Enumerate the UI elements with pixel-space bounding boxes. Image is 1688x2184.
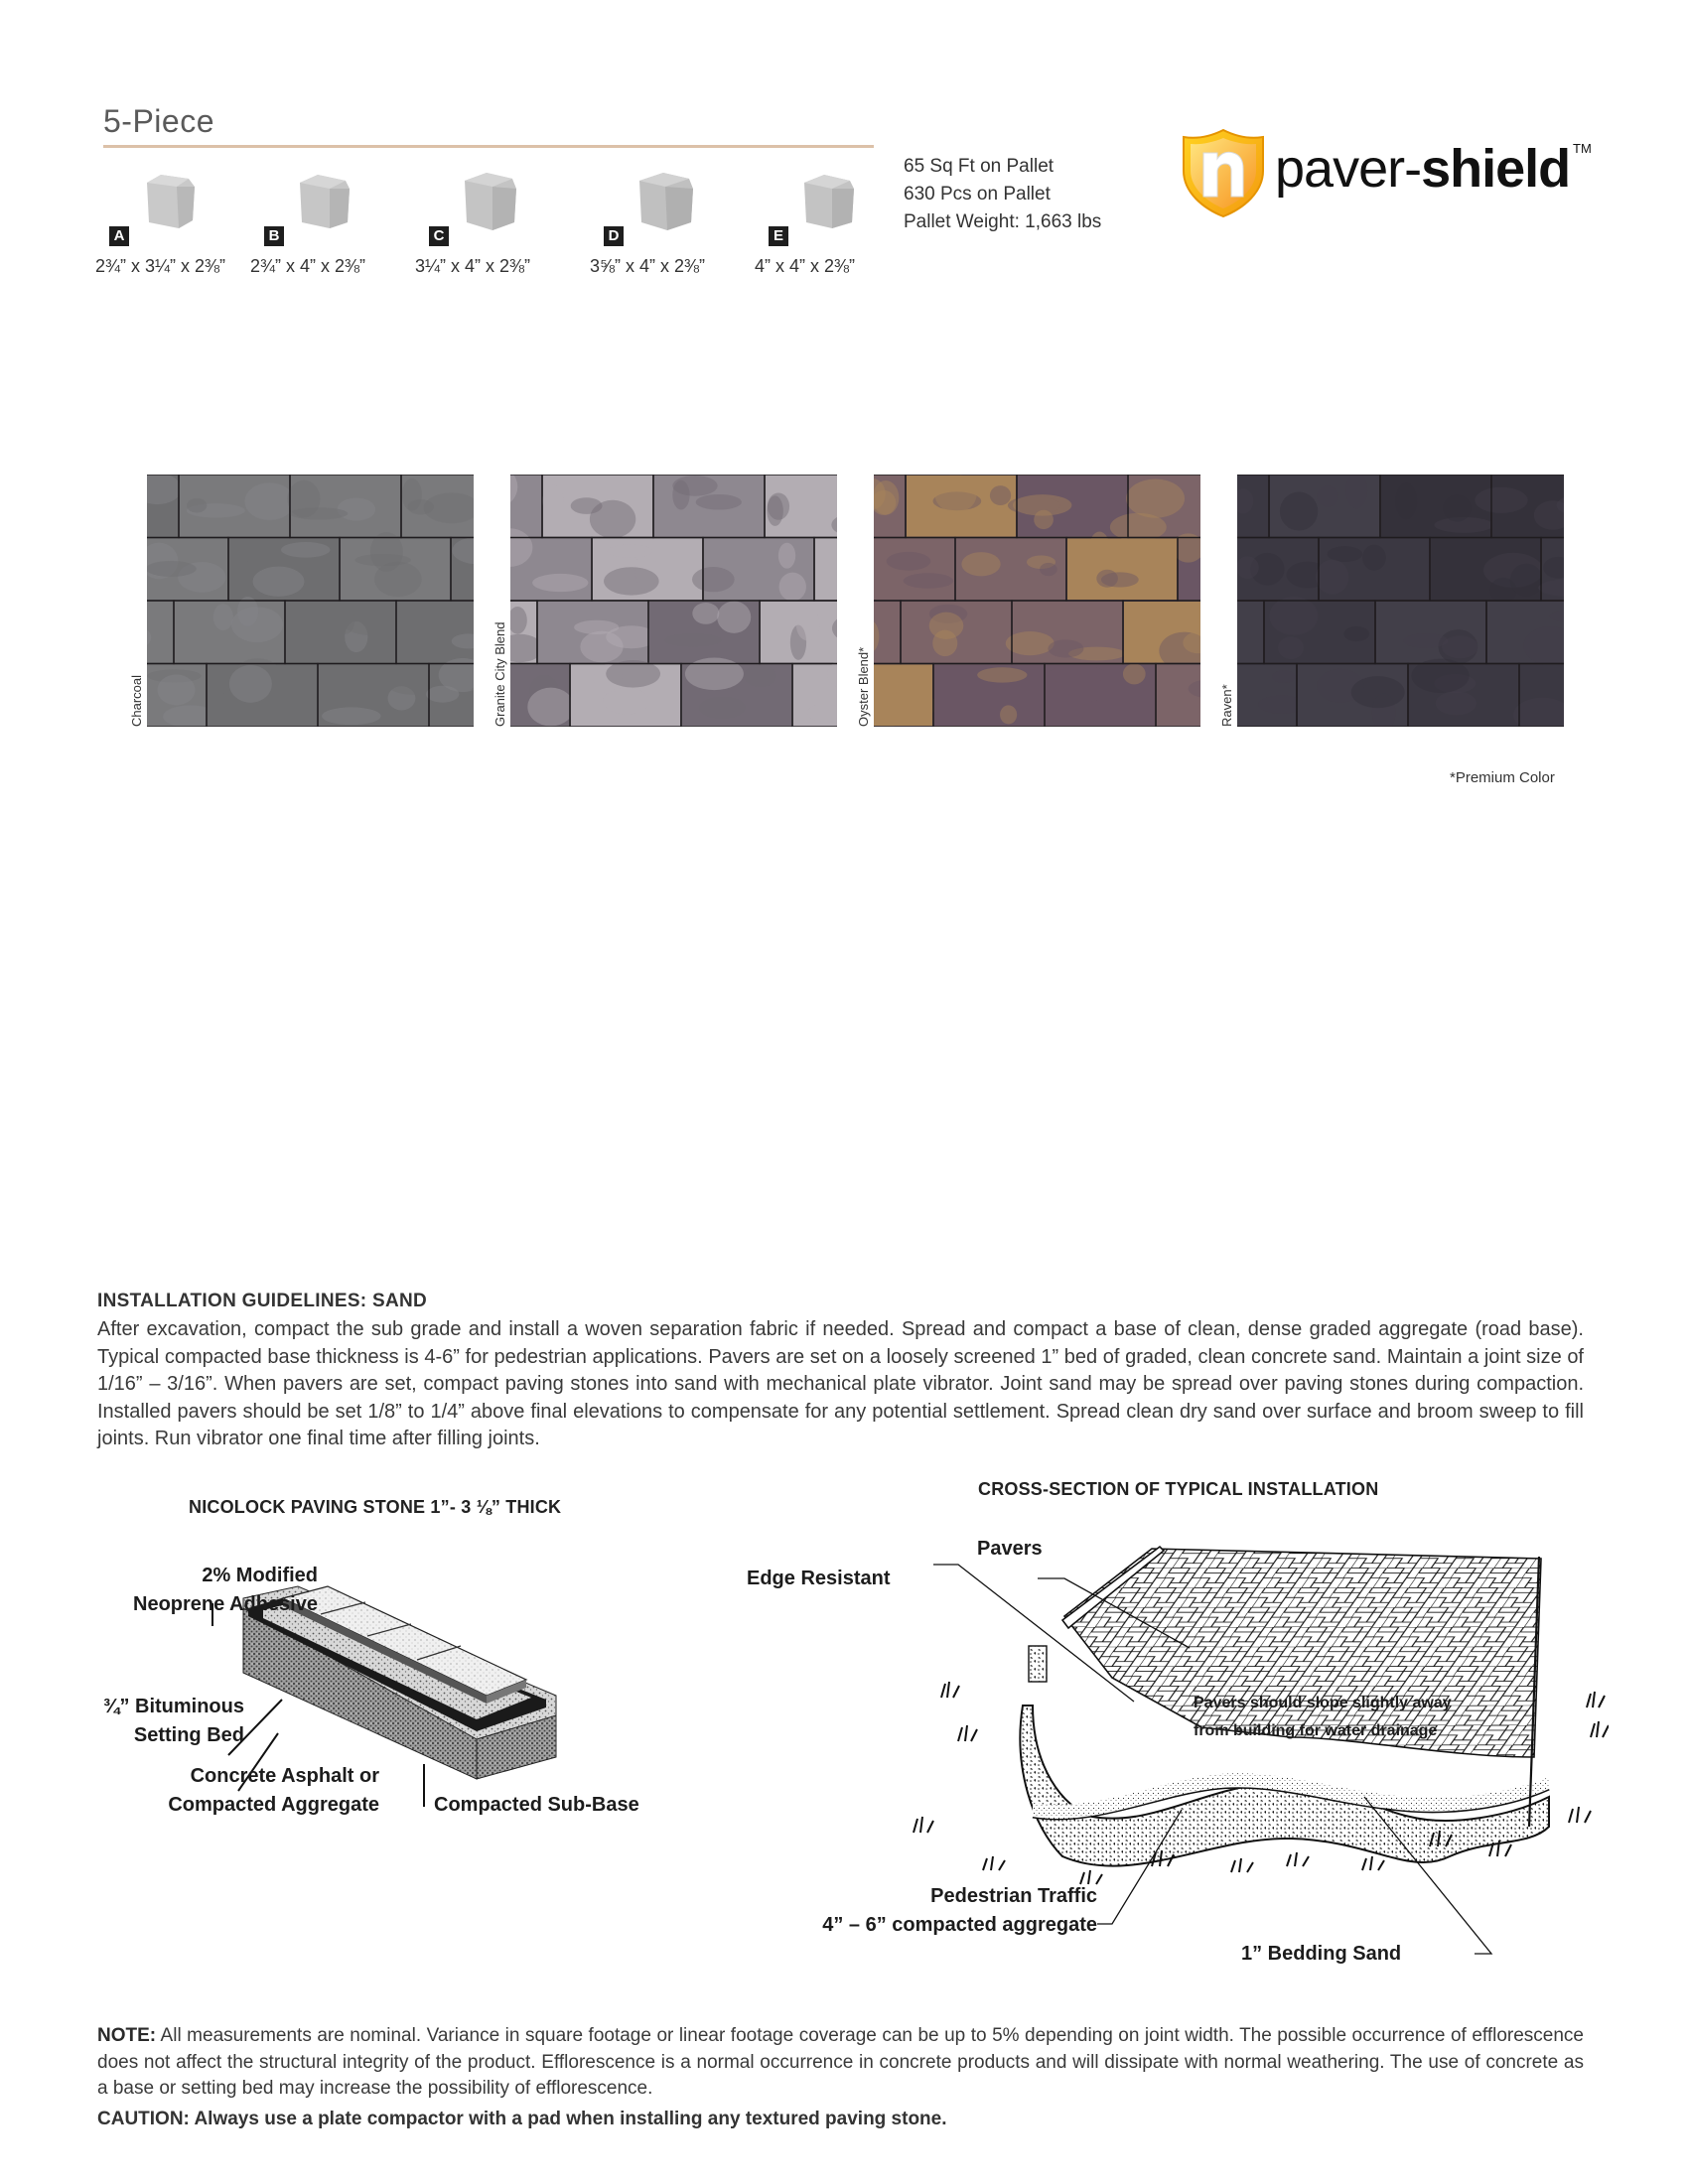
- tile-mottle: [338, 498, 375, 521]
- piece-dimensions: 3⅝” x 4” x 2⅜”: [590, 256, 706, 276]
- swatch-charcoal: [147, 475, 474, 727]
- tile-mottle: [977, 667, 1027, 682]
- tile-mottle: [213, 604, 233, 630]
- tile-mottle: [244, 482, 294, 520]
- cross-section-diagram-title: CROSS-SECTION OF TYPICAL INSTALLATION: [978, 1479, 1379, 1499]
- paver-piece-icon: [139, 171, 201, 232]
- tile-mottle: [1049, 665, 1107, 685]
- tile-mottle: [1123, 663, 1146, 684]
- paver-tile-pattern: [147, 475, 474, 727]
- swatch-granite-city-blend: [510, 475, 837, 727]
- tile-mottle: [1403, 633, 1448, 647]
- installation-body: After excavation, compact the sub grade and install a woven separation fabric if needed. Spread and compact a base of clean, dense graded aggregate (road base). Typical compacted base thickness is 4-6” for pedestrian applications. Pavers are set on a loosely screened 1” bed of graded, clean concrete sand. Maintain a joint size of 1/16” – 3/16”. When pavers are set, compact paving stones into sand with mechanical plate vibrator. Joint sand may be spread over paving stones during compaction. Installed pavers should be set 1/8” to 1/4” above final elevations to compensate for any potential settlement. Spread clean dry sand over surface and broom sweep to fill joints. Run vibrator one final time after filling joints.: [97, 1318, 1584, 1449]
- tile-mottle: [887, 552, 931, 571]
- piece-dimensions: 2¾” x 4” x 2⅜”: [250, 256, 366, 276]
- swatch-label: Raven*: [1219, 684, 1234, 727]
- trademark-symbol: TM: [1573, 141, 1592, 156]
- tile-mottle: [1362, 545, 1386, 571]
- tile-mottle: [904, 573, 953, 588]
- tile-mottle: [374, 562, 422, 597]
- tile-mottle: [934, 475, 976, 513]
- tile-mottle: [779, 573, 806, 602]
- pallet-sq-ft: 65 Sq Ft on Pallet: [904, 156, 1055, 177]
- label-concrete-asphalt: Concrete Asphalt or Compacted Aggregate: [168, 1765, 379, 1816]
- tile-mottle: [1258, 696, 1305, 714]
- tile-mottle: [580, 631, 623, 663]
- tile-mottle: [929, 613, 964, 639]
- label-pedestrian-traffic: Pedestrian Traffic 4” – 6” compacted aggregate: [822, 1885, 1097, 1936]
- paver-tile: [1237, 602, 1263, 663]
- tile-mottle: [768, 492, 789, 519]
- pallet-info: [904, 153, 1101, 236]
- tile-mottle: [287, 480, 320, 518]
- piece-letter: D: [604, 226, 624, 246]
- title-divider: [103, 145, 874, 148]
- tile-mottle: [542, 485, 563, 516]
- tile-mottle: [604, 688, 650, 715]
- label-adhesive: 2% Modified Neoprene Adhesive: [133, 1565, 318, 1615]
- paver-piece-icon: [633, 171, 695, 232]
- tile-mottle: [1395, 482, 1417, 519]
- tile-mottle: [1269, 597, 1318, 635]
- tile-mottle: [253, 567, 305, 597]
- paver-tile: [1067, 539, 1177, 601]
- paver-tile-pattern: [510, 475, 837, 727]
- tile-mottle: [699, 697, 746, 720]
- tile-mottle: [778, 543, 795, 569]
- tile-mottle: [1436, 691, 1477, 715]
- swatch-label: Oyster Blend*: [856, 646, 871, 727]
- tile-mottle: [1343, 626, 1369, 641]
- tile-mottle: [527, 688, 574, 727]
- paver-piece-icon: [294, 171, 355, 232]
- tile-mottle: [604, 567, 659, 595]
- piece-dimensions: 4” x 4” x 2⅜”: [755, 256, 856, 276]
- piece-letter: A: [109, 226, 129, 246]
- piece-letter: B: [264, 226, 284, 246]
- tile-mottle: [672, 480, 689, 510]
- label-bedding-sand: 1” Bedding Sand: [1241, 1943, 1402, 1965]
- paving-stone-diagram-title: NICOLOCK PAVING STONE 1”- 3 ⅛” THICK: [189, 1497, 562, 1517]
- tile-mottle: [281, 542, 330, 558]
- tile-mottle: [409, 641, 427, 657]
- tile-mottle: [1475, 487, 1527, 513]
- paver-piece-icon: [459, 171, 520, 232]
- label-edge-resistant: Edge Resistant: [747, 1568, 891, 1589]
- tile-mottle: [664, 633, 722, 647]
- tile-mottle: [1040, 563, 1057, 576]
- tile-mottle: [322, 707, 380, 725]
- paver-tile: [815, 539, 837, 601]
- tile-mottle: [961, 552, 1000, 576]
- pallet-pieces: 630 Pcs on Pallet: [904, 184, 1051, 205]
- tile-mottle: [685, 657, 744, 690]
- premium-color-note: *Premium Color: [1450, 769, 1555, 786]
- shield-n-icon: [1178, 127, 1269, 218]
- tile-mottle: [1006, 631, 1055, 655]
- tile-mottle: [990, 485, 1011, 505]
- piece-letter: C: [429, 226, 449, 246]
- tile-mottle: [147, 561, 197, 577]
- logo-wordmark: paver-shield: [1275, 139, 1571, 199]
- tile-mottle: [157, 674, 195, 705]
- tile-mottle: [231, 607, 283, 642]
- tile-mottle: [1510, 564, 1543, 597]
- tile-mottle: [1101, 572, 1139, 587]
- tile-mottle: [229, 665, 272, 703]
- tile-mottle: [1278, 636, 1304, 659]
- swatch-raven: [1237, 475, 1564, 727]
- paver-tile: [147, 602, 173, 663]
- swatch-label: Granite City Blend: [492, 621, 507, 727]
- swatch-label: Charcoal: [129, 674, 144, 727]
- tile-mottle: [744, 664, 776, 687]
- paver-tile-pattern: [874, 475, 1200, 727]
- tile-mottle: [717, 602, 751, 633]
- label-compacted-sub-base: Compacted Sub-Base: [434, 1794, 639, 1816]
- tile-mottle: [1443, 494, 1472, 521]
- tile-mottle: [590, 500, 635, 538]
- label-slope-note: Pavers should slope slightly away from building for water drainage: [1194, 1695, 1452, 1739]
- tile-mottle: [1272, 670, 1296, 683]
- tile-mottle: [608, 545, 653, 558]
- tile-mottle: [796, 609, 820, 641]
- installation-heading: INSTALLATION GUIDELINES: SAND: [97, 1291, 428, 1311]
- tile-mottle: [1048, 639, 1083, 657]
- swatch-oyster-blend: [874, 475, 1200, 727]
- tile-mottle: [337, 609, 354, 633]
- tile-mottle: [1000, 705, 1017, 724]
- tile-mottle: [1013, 494, 1071, 515]
- label-bituminous-setting-bed: ¾” Bituminous Setting Bed: [102, 1696, 244, 1746]
- tile-mottle: [1078, 700, 1137, 723]
- paver-shield-logo: [1178, 127, 1595, 218]
- pallet-weight: Pallet Weight: 1,663 lbs: [904, 211, 1102, 232]
- tile-mottle: [1237, 556, 1259, 579]
- note-paragraph: NOTE: All measurements are nominal. Variance in square footage or linear footage coverage can be up to 5% depending on joint width. The possible occurrence of efflorescence does not affect the structural integrity of the product. Efflorescence is a normal occurrence in concrete products and will dissipate with normal weathering. The use of concrete as a base or setting bed may increase the possibility of efflorescence.: [97, 2025, 1584, 2099]
- product-title: 5-Piece: [103, 103, 214, 139]
- piece-dimensions: 2¾” x 3¼” x 2⅜”: [95, 256, 226, 276]
- tile-mottle: [1143, 605, 1175, 626]
- tile-mottle: [1126, 478, 1185, 517]
- piece-letter: E: [769, 226, 788, 246]
- label-pavers: Pavers: [977, 1538, 1043, 1560]
- paver-piece-icon: [798, 171, 860, 232]
- tile-mottle: [692, 603, 719, 624]
- tile-mottle: [1280, 491, 1318, 530]
- piece-dimensions: 3¼” x 4” x 2⅜”: [415, 256, 531, 276]
- paver-tile-pattern: [1237, 475, 1564, 727]
- caution-text: CAUTION: Always use a plate compactor with a pad when installing any textured paving stone.: [97, 2109, 947, 2129]
- tile-mottle: [966, 695, 982, 713]
- tile-mottle: [1317, 486, 1338, 507]
- tile-mottle: [1316, 560, 1348, 595]
- tile-mottle: [532, 574, 588, 592]
- tile-mottle: [187, 498, 207, 513]
- tile-mottle: [692, 567, 735, 592]
- tile-mottle: [696, 494, 742, 510]
- tile-mottle: [1351, 676, 1405, 708]
